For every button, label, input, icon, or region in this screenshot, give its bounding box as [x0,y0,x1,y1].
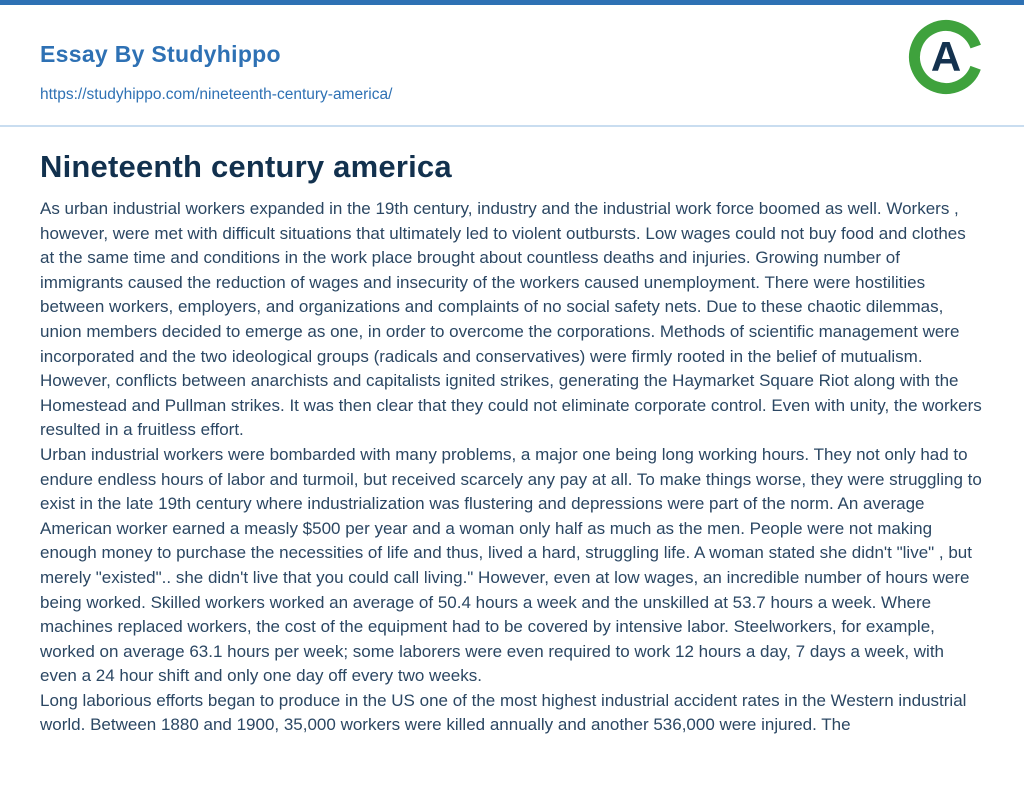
source-url-link[interactable]: https://studyhippo.com/nineteenth-century-america/ [40,86,393,103]
page-header [0,5,1024,125]
essay-content [0,127,1024,738]
essay-title: Nineteenth century america [40,149,452,184]
studyhippo-logo-icon [908,19,984,95]
essay-paragraph-1: As urban industrial workers expanded in the 19th century, industry and the industrial work force boomed as well. Workers , however, were met with difficult situations that ultimately led to violent outbursts. Low wages could not buy food and clothes at the same time and conditions in the work place brought about countless deaths and injuries. Growing number of immigrants caused the reduction of wages and insecurity of the workers caused unemployment. There were hostilities between workers, employers, and organizations and complaints of no social safety nets. Due to these chaotic dilemmas, union members decided to emerge as one, in order to overcome the corporations. Methods of scientific management were incorporated and the two ideological groups (radicals and conservatives) were firmly rooted in the belief of mutualism. However, conflicts between anarchists and capitalists ignited strikes, generating the Haymarket Square Riot along with the Homestead and Pullman strikes. It was then clear that they could not eliminate corporate control. Even with unity, the workers resulted in a fruitless effort. [40,199,982,440]
essay-body [40,197,984,738]
essay-paragraph-2: Urban industrial workers were bombarded with many problems, a major one being long working hours. They not only had to endure endless hours of labor and turmoil, but received scarcely any pay at all. To make things worse, they were struggling to exist in the late 19th century where industrialization was flustering and depressions were part of the norm. An average American worker earned a measly $500 per year and a woman only half as much as the men. People were not making enough money to purchase the necessities of life and thus, lived a hard, struggling life. A woman stated she didn't "live" , but merely "existed".. she didn't live that you could call living." However, even at low wages, an incredible number of hours were being worked. Skilled workers worked an average of 50.4 hours a week and the unskilled at 53.7 hours a week. Where machines replaced workers, the cost of the equipment had to be covered by intensive labor. Steelworkers, for example, worked on average 63.1 hours per week; some laborers were even required to work 12 hours a day, 7 days a week, with even a 24 hour shift and only one day off every two weeks. [40,444,982,686]
essay-paragraph-3: Long laborious efforts began to produce in the US one of the most highest industrial accident rates in the Western industrial world. Between 1880 and 1900, 35,000 workers were killed annually and another 536,000 were injured. The [40,690,967,735]
logo-letter: A [930,33,962,80]
site-title: Essay By Studyhippo [40,41,281,67]
